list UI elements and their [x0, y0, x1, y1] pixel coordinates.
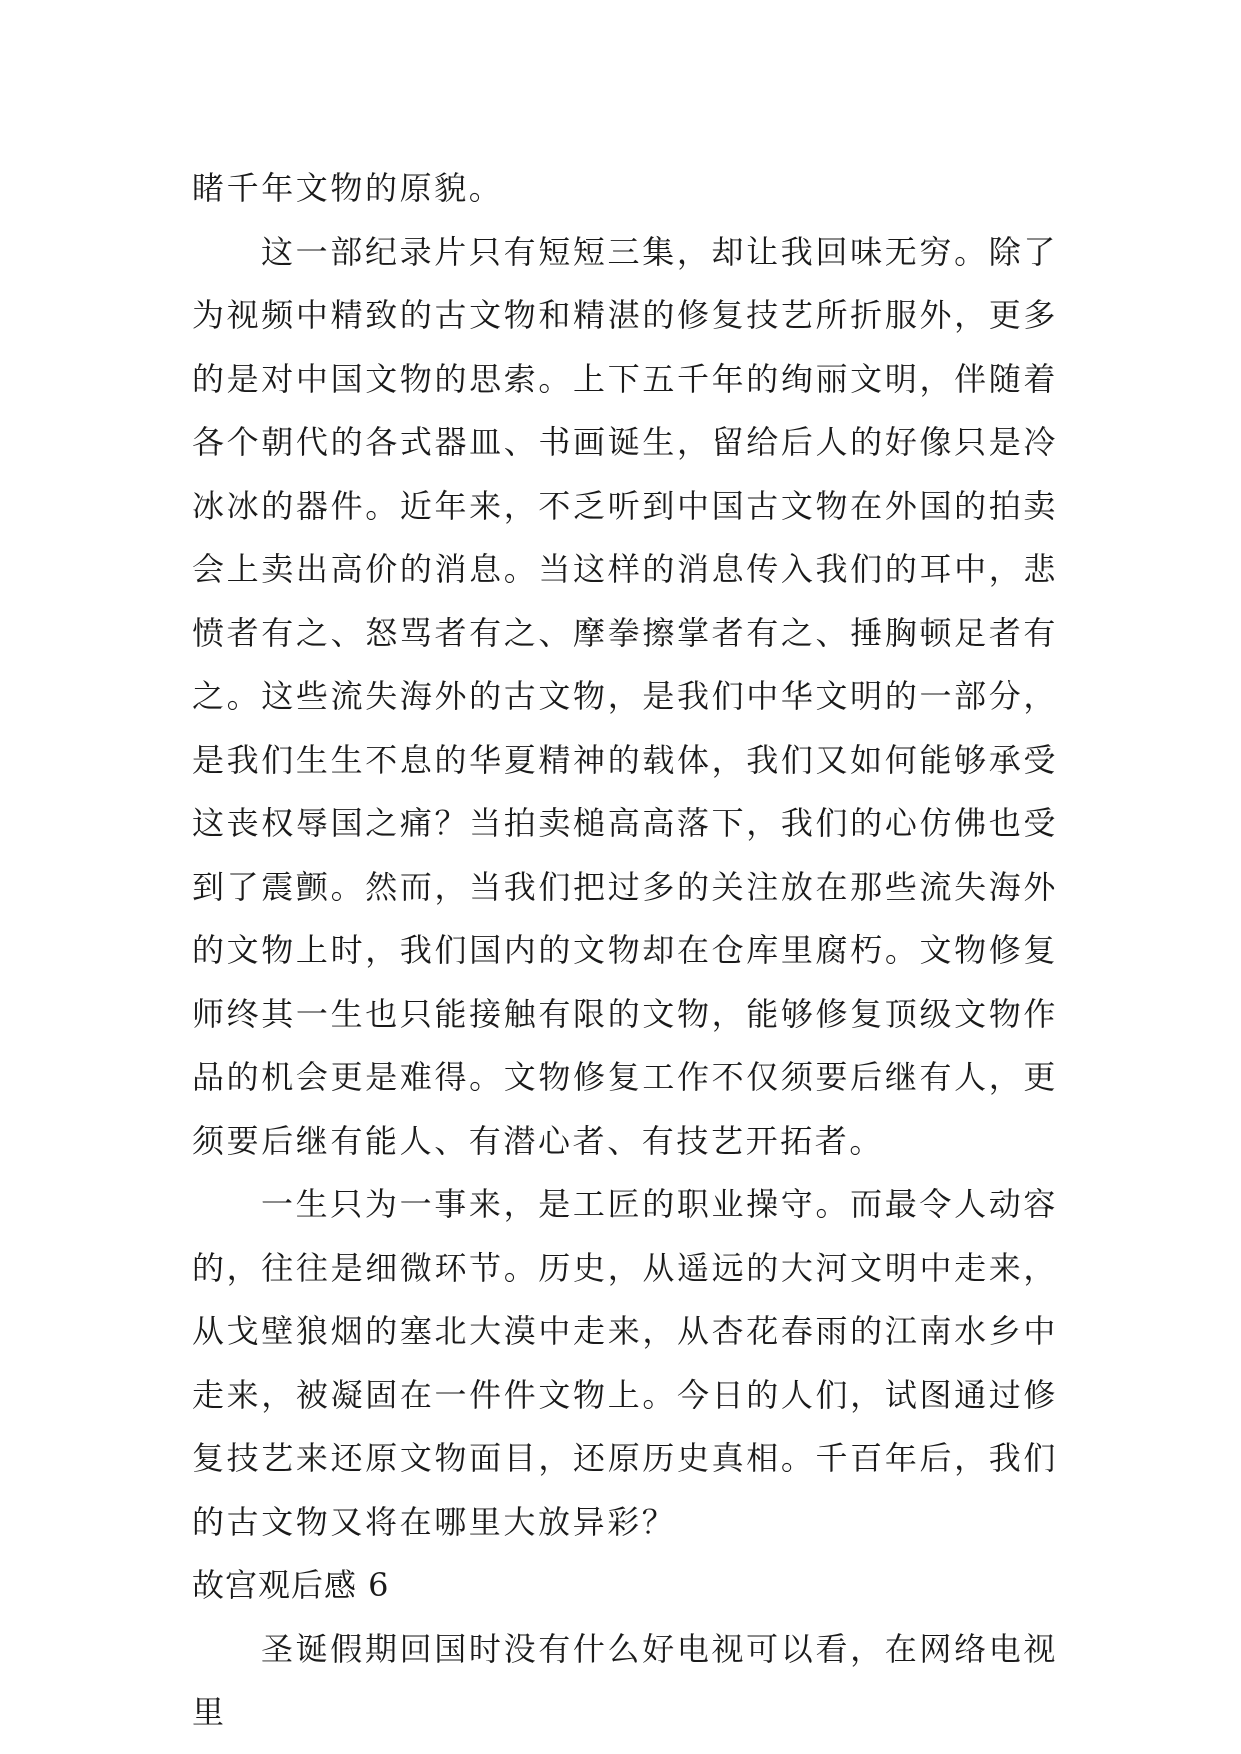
section-heading: 故宫观后感 6 [192, 1566, 390, 1604]
document-page [192, 157, 1058, 1745]
paragraph-continuation: 睹千年文物的原貌。 [192, 169, 504, 207]
paragraph-craftsmanship: 一生只为一事来，是工匠的职业操守。而最令人动容的，往往是细微环节。历史，从遥远的大河文明中走来，从戈壁狼烟的塞北大漠中走来，从杏花春雨的江南水乡中走来，被凝固在一件件文物上。今日的人们，试图通过修复技艺来还原文物面目，还原历史真相。千百年后，我们的古文物又将在哪里大放异彩？ [192, 1185, 1058, 1541]
paragraph-christmas-holiday: 圣诞假期回国时没有什么好电视可以看，在网络电视里 [192, 1629, 1058, 1731]
paragraph-documentary-reflection: 这一部纪录片只有短短三集，却让我回味无穷。除了为视频中精致的古文物和精湛的修复技艺所折服外，更多的是对中国文物的思索。上下五千年的绚丽文明，伴随着各个朝代的各式器皿、书画诞生，留给后人的好像只是冷冰冰的器件。近年来，不乏听到中国古文物在外国的拍卖会上卖出高价的消息。当这样的消息传入我们的耳中，悲愤者有之、怒骂者有之、摩拳擦掌者有之、捶胸顿足者有之。这些流失海外的古文物，是我们中华文明的一部分，是我们生生不息的华夏精神的载体，我们又如何能够承受这丧权辱国之痛？当拍卖槌高高落下，我们的心仿佛也受到了震颤。然而，当我们把过多的关注放在那些流失海外的文物上时，我们国内的文物却在仓库里腐朽。文物修复师终其一生也只能接触有限的文物，能够修复顶级文物作品的机会更是难得。文物修复工作不仅须要后继有人，更须要后继有能人、有潜心者、有技艺开拓者。 [192, 232, 1058, 1160]
